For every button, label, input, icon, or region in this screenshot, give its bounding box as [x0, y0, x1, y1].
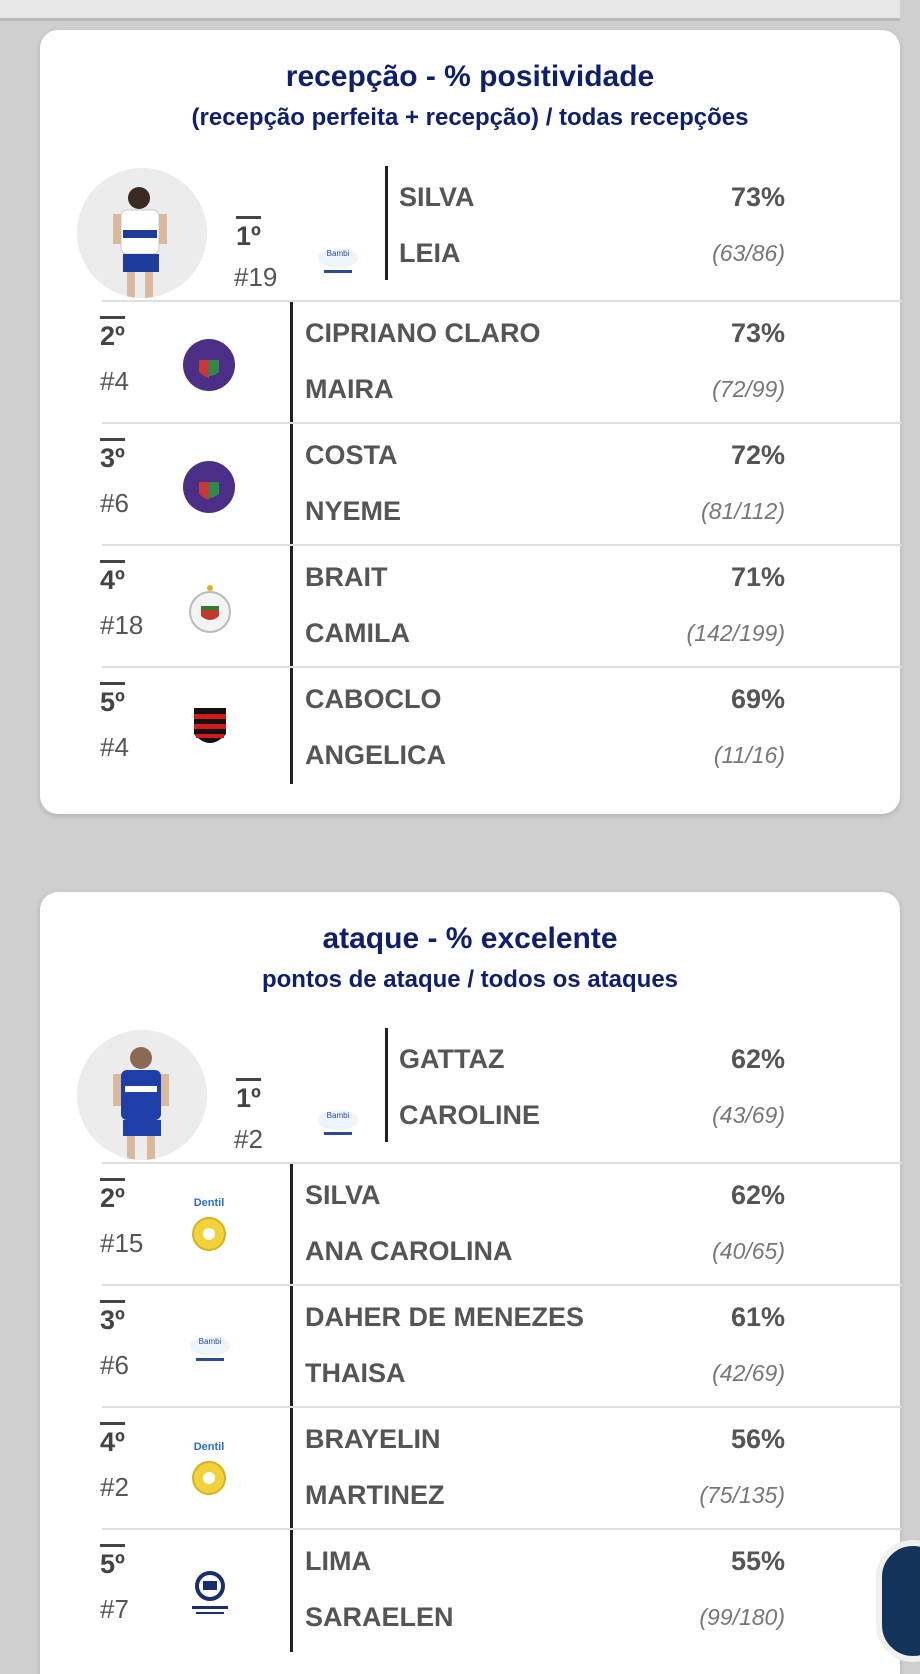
last-name: CABOCLO: [305, 684, 442, 714]
first-name: SARAELEN: [305, 1602, 454, 1632]
ratio-value: (142/199): [686, 620, 785, 646]
percent-value: 71%: [730, 562, 785, 592]
jersey-number: #18: [100, 610, 144, 640]
first-name: CAROLINE: [399, 1100, 540, 1130]
ratio-value: (11/16): [713, 742, 785, 768]
rank-label: 2º: [100, 1178, 125, 1213]
row-divider: [385, 166, 388, 280]
ranking-row[interactable]: [102, 1162, 902, 1286]
ratio-value: (43/69): [712, 1102, 785, 1128]
row-divider: [385, 1028, 388, 1142]
white-shield-logo-icon: [186, 584, 234, 639]
first-name: MARTINEZ: [305, 1480, 445, 1510]
flamengo-shield-logo-icon: [192, 706, 228, 757]
jersey-number: #4: [100, 732, 129, 762]
row-divider: [290, 668, 293, 784]
floating-action-button[interactable]: [876, 1540, 920, 1662]
jersey-number: #6: [100, 1350, 129, 1380]
svg-text:Bambi: Bambi: [326, 249, 350, 258]
rank-label: 1º: [236, 1078, 261, 1113]
row-divider: [290, 546, 293, 668]
last-name: CIPRIANO CLARO: [305, 318, 541, 348]
percent-value: 55%: [730, 1546, 785, 1576]
last-name: SILVA: [399, 182, 475, 212]
last-name: BRAYELIN: [305, 1424, 441, 1454]
svg-text:Dentil: Dentil: [193, 1441, 225, 1453]
player-photo: [77, 168, 207, 298]
row-divider: [290, 1530, 293, 1652]
jersey-number: #2: [100, 1472, 129, 1502]
bambui-logo-icon: [314, 238, 362, 291]
row-divider: [290, 1286, 293, 1408]
percent-value: 72%: [730, 440, 785, 470]
top-divider: [0, 0, 900, 21]
first-name: THAISA: [305, 1358, 406, 1388]
percent-value: 62%: [730, 1044, 785, 1074]
first-name: ANA CAROLINA: [305, 1236, 513, 1266]
svg-text:Dentil: Dentil: [193, 1197, 225, 1209]
attack-ranking-card: [40, 892, 900, 1674]
percent-value: 61%: [730, 1302, 785, 1332]
dentil-logo-icon: [184, 1438, 234, 1505]
row-divider: [290, 302, 293, 424]
first-name: CAMILA: [305, 618, 410, 648]
player-photo: [77, 1030, 207, 1160]
row-divider: [290, 424, 293, 546]
dentil-logo-icon: [184, 1194, 234, 1261]
first-name: NYEME: [305, 496, 402, 526]
rank-label: 2º: [100, 316, 125, 351]
leader-row[interactable]: [40, 166, 860, 298]
ranking-row[interactable]: [102, 422, 902, 546]
svg-text:Bambi: Bambi: [198, 1337, 222, 1346]
percent-value: 69%: [730, 684, 785, 714]
card-subtitle: pontos de ataque / todos os ataques: [261, 966, 679, 993]
rank-label: 4º: [100, 560, 125, 595]
card-title: recepção - % positividade: [285, 60, 655, 93]
ranking-row[interactable]: [102, 300, 902, 424]
row-divider: [290, 1408, 293, 1530]
svg-text:Bambi: Bambi: [326, 1111, 350, 1120]
rank-label: 3º: [100, 1300, 125, 1335]
jersey-number: #19: [234, 262, 278, 292]
first-name: LEIA: [399, 238, 461, 268]
purple-crest-logo-icon: [182, 460, 236, 519]
jersey-number: #6: [100, 488, 129, 518]
rank-label: 5º: [100, 682, 125, 717]
rank-label: 4º: [100, 1422, 125, 1457]
ratio-value: (81/112): [701, 498, 785, 524]
first-name: MAIRA: [305, 374, 394, 404]
last-name: DAHER DE MENEZES: [305, 1302, 585, 1332]
ranking-row[interactable]: [102, 1406, 902, 1530]
ratio-value: (40/65): [712, 1238, 785, 1264]
last-name: COSTA: [305, 440, 398, 470]
last-name: LIMA: [305, 1546, 371, 1576]
rank-label: 3º: [100, 438, 125, 473]
card-subtitle: (recepção perfeita + recepção) / todas recepções: [191, 104, 749, 131]
card-title: ataque - % excelente: [322, 922, 618, 955]
first-name: ANGELICA: [305, 740, 446, 770]
ranking-row[interactable]: [102, 666, 902, 790]
jersey-number: #2: [234, 1124, 263, 1154]
leader-row[interactable]: [40, 1028, 860, 1160]
percent-value: 62%: [730, 1180, 785, 1210]
bambui-logo-icon: [186, 1326, 234, 1379]
pinheiros-logo-icon: [186, 1568, 234, 1623]
ratio-value: (42/69): [712, 1360, 785, 1386]
ranking-row[interactable]: [102, 544, 902, 668]
percent-value: 56%: [730, 1424, 785, 1454]
ratio-value: (75/135): [699, 1482, 785, 1508]
reception-ranking-card: [40, 30, 900, 814]
ratio-value: (99/180): [699, 1604, 785, 1630]
jersey-number: #7: [100, 1594, 129, 1624]
ranking-row[interactable]: [102, 1284, 902, 1408]
last-name: BRAIT: [305, 562, 388, 592]
percent-value: 73%: [730, 318, 785, 348]
jersey-number: #4: [100, 366, 129, 396]
bambui-logo-icon: [314, 1100, 362, 1153]
rank-label: 5º: [100, 1544, 125, 1579]
last-name: GATTAZ: [399, 1044, 505, 1074]
last-name: SILVA: [305, 1180, 381, 1210]
ratio-value: (72/99): [712, 376, 785, 402]
ranking-row[interactable]: [102, 1528, 902, 1652]
purple-crest-logo-icon: [182, 338, 236, 397]
rank-label: 1º: [236, 216, 261, 251]
jersey-number: #15: [100, 1228, 144, 1258]
percent-value: 73%: [730, 182, 785, 212]
row-divider: [290, 1164, 293, 1286]
ratio-value: (63/86): [712, 240, 785, 266]
